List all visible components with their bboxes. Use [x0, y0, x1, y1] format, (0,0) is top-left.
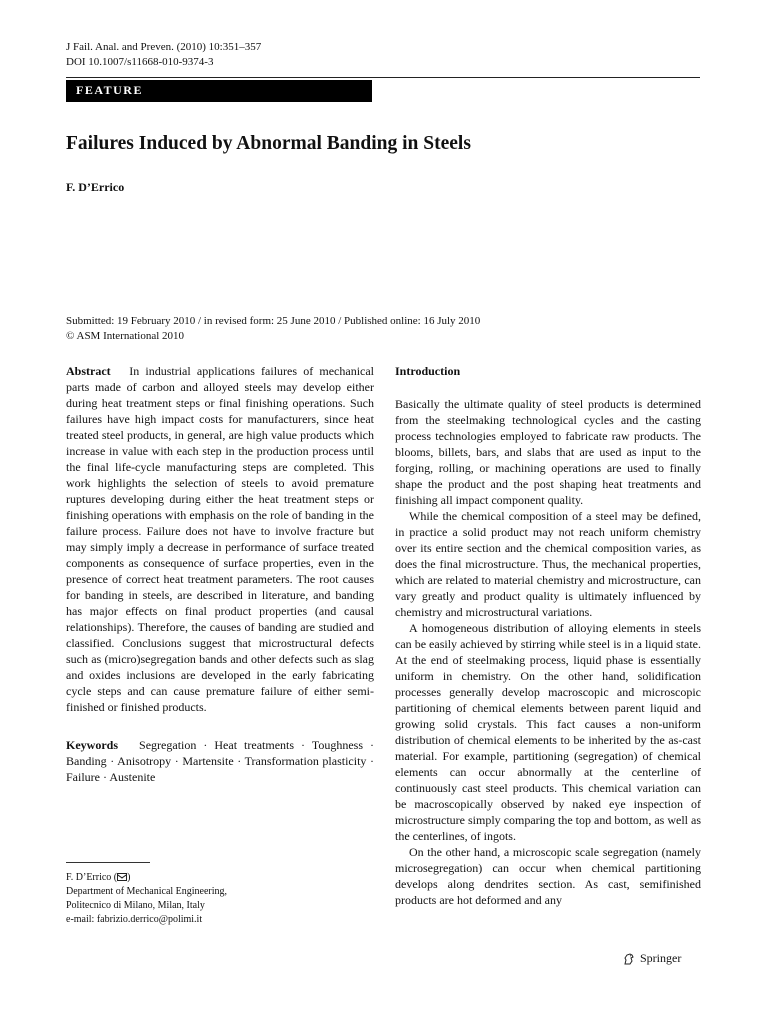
author-name: F. D’Errico	[66, 180, 125, 194]
article-title: Failures Induced by Abnormal Banding in Steels	[66, 133, 471, 154]
header-rule	[66, 77, 700, 78]
introduction-heading: Introduction	[395, 364, 461, 378]
left-column	[66, 363, 374, 785]
submission-dates: Submitted: 19 February 2010 / in revised form: 25 June 2010 / Published online: 16 July 2010	[66, 315, 481, 327]
envelope-icon	[117, 873, 127, 881]
affiliation-email[interactable]: e-mail: fabrizio.derrico@polimi.it	[66, 914, 203, 925]
journal-header	[66, 40, 261, 70]
author-affiliation	[66, 871, 227, 927]
keywords-text: Segregation · Heat treatments · Toughness · Banding · Anisotropy · Martensite · Transformation plasticity · Failure · Austenite	[66, 738, 374, 784]
springer-horse-icon	[622, 952, 636, 966]
right-column	[395, 363, 701, 908]
footnote-rule	[66, 862, 150, 863]
intro-paragraph: Basically the ultimate quality of steel products is determined from the steelmaking technological cycles and the casting process technologies employed to fabricate raw products. The blooms, billets, bars, and slabs that are used as input to the forging, rolling, or machining operations are used to finally shape the product and the post shaping heat treatments and finishing all impact component quality.	[395, 397, 701, 507]
intro-paragraph: A homogeneous distribution of alloying elements in steels can be easily achieved by stirring while steel is in a liquid state. At the end of steelmaking process, liquid phase is essentially uniform in chemistry. On the other hand, solidification processes generally develop macroscopic and microscopic partitioning of chemical elements between parent liquid and growing solid crystals. This fact causes a non-uniform distribution of chemical elements to be inherited by the as-cast material. For example, partitioning (segregation) of chemical elements can occur abnormally at the centerline of continuously cast steel products. This chemical variation can be macroscopically observed by naked eye inspection of microstructure simply comparing the top and bottom, as well as the centerlines, of ingots.	[395, 621, 701, 843]
affiliation-institution: Politecnico di Milano, Milan, Italy	[66, 900, 205, 911]
affiliation-name: F. D’Errico (	[66, 872, 118, 883]
intro-paragraph: On the other hand, a microscopic scale segregation (namely microsegregation) can occur when chemical partitioning develops along dendrites section. As cast, semifinished products are hot deformed and any	[395, 845, 701, 907]
publisher-name: Springer	[640, 951, 682, 965]
affiliation-department: Department of Mechanical Engineering,	[66, 886, 228, 897]
copyright: © ASM International 2010	[66, 330, 185, 342]
journal-citation: J Fail. Anal. and Preven. (2010) 10:351–357	[66, 41, 262, 53]
intro-paragraph: While the chemical composition of a steel may be defined, in practice a solid product may not reach uniform chemistry over its entire section and the chemical composition varies, as does the final microstructure. Thus, the mechanical properties, which are related to material chemistry and microstructure, can vary greatly and product quality is ultimately influenced by chemistry and microstructural variations.	[395, 509, 701, 619]
doi: DOI 10.1007/s11668-010-9374-3	[66, 56, 214, 68]
section-banner	[66, 80, 372, 102]
keywords-heading: Keywords	[66, 738, 118, 752]
affiliation-name-close: )	[127, 872, 131, 883]
abstract-heading: Abstract	[66, 364, 111, 378]
abstract-text: In industrial applications failures of mechanical parts made of carbon and alloyed steels may develop either during heat treatment steps or final finishing operations. Such failures have high impact costs for manufacturers, since heat treated steel products, in general, are high value products which increase in value with each step in the production process until the final life-cycle manufacturing steps are completed. This work highlights the selection of steels to avoid premature ruptures developing during either the heat treatment steps or finishing operations with emphasis on the role of banding in the failure process. Failure does not have to involve fracture but may simply imply a decrease in performance of surface treated components as consequence of surface properties, even in the presence of correct heat treatment parameters. The root causes for banding in steels, are described in literature, and banding has major effects on final product properties (and causal relationships). Therefore, the causes of banding are studied and classified. Conclusions suggest that microstructural defects such as (micro)segregation bands and other defects such as slag and oxides inclusions are developed in the early fabricating cycle steps and can cause premature failure of either semi-finished or finished products.	[66, 364, 375, 714]
abstract	[66, 363, 374, 715]
section-label: FEATURE	[76, 83, 143, 97]
affiliation-name-line	[66, 871, 227, 885]
publication-dates	[66, 314, 480, 344]
publisher-logo	[622, 951, 681, 966]
keywords	[66, 737, 374, 785]
